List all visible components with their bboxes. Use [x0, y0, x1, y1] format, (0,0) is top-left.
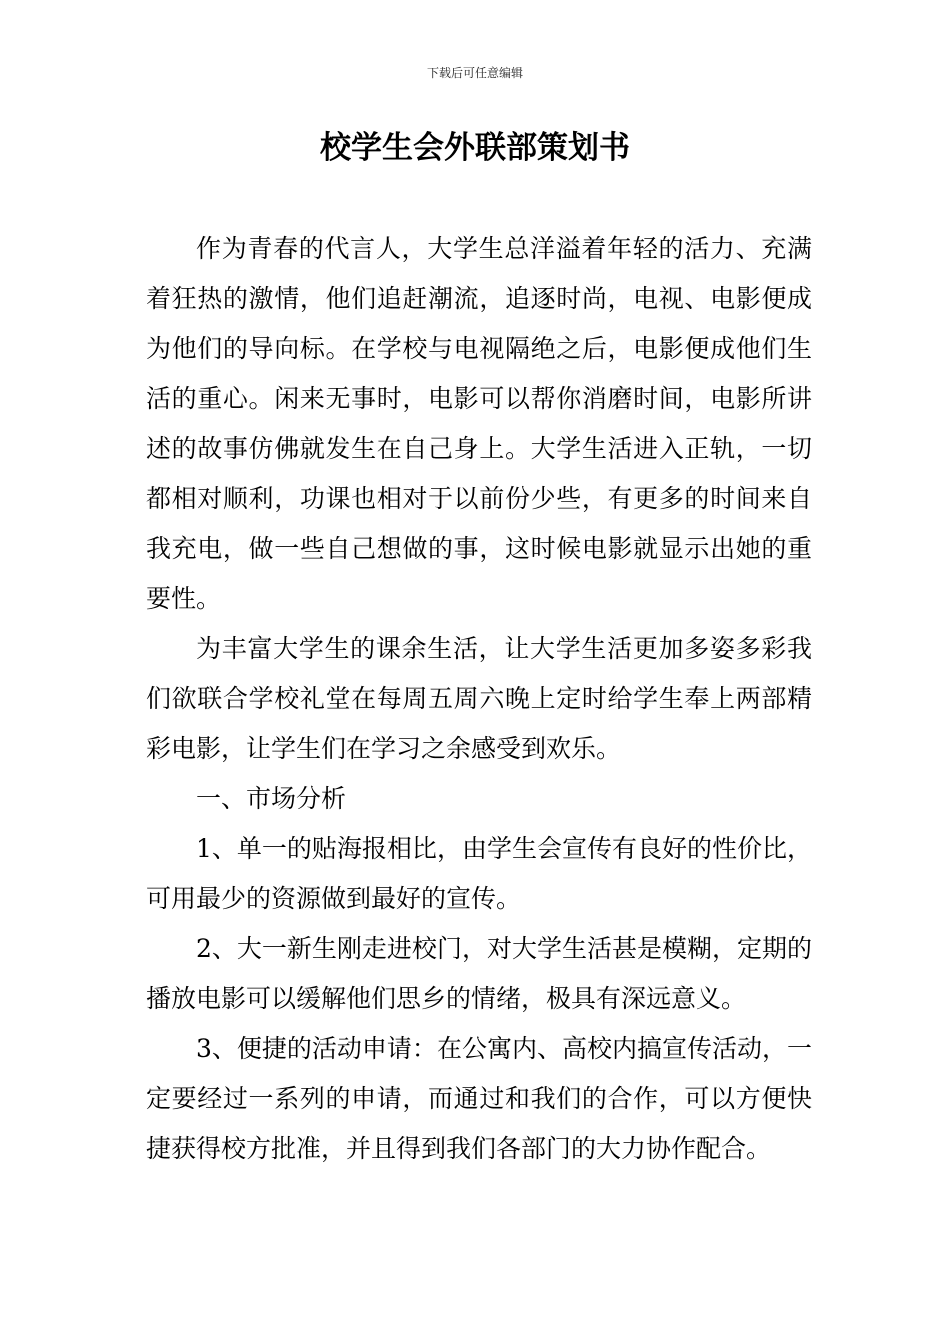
paragraph-point-2: 2、大一新生刚走进校门，对大学生活甚是模糊，定期的播放电影可以缓解他们思乡的情绪，极具有深远意义。	[146, 934, 812, 1013]
paragraph-point-3: 3、便捷的活动申请：在公寓内、高校内搞宣传活动，一定要经过一系列的申请，而通过和我们的合作，可以方便快捷获得校方批准，并且得到我们各部门的大力协作配合。	[146, 1034, 812, 1163]
paragraph-purpose: 为丰富大学生的课余生活，让大学生活更加多姿多彩我们欲联合学校礼堂在每周五周六晚上定时给学生奉上两部精彩电影，让学生们在学习之余感受到欢乐。	[146, 634, 812, 763]
section-heading-market-analysis: 一、市场分析	[196, 784, 347, 813]
document-body	[146, 224, 812, 1174]
paragraph-intro: 作为青春的代言人，大学生总洋溢着年轻的活力、充满着狂热的激情，他们追赶潮流，追逐时尚，电视、电影便成为他们的导向标。在学校与电视隔绝之后，电影便成他们生活的重心。闲来无事时，电影可以帮你消磨时间，电影所讲述的故事仿佛就发生在自己身上。大学生活进入正轨，一切都相对顺利，功课也相对于以前份少些，有更多的时间来自我充电，做一些自己想做的事，这时候电影就显示出她的重要性。	[146, 234, 812, 613]
document-title: 校学生会外联部策划书	[320, 130, 630, 166]
header-note: 下载后可任意编辑	[426, 66, 523, 80]
paragraph-point-1: 1、单一的贴海报相比，由学生会宣传有良好的性价比，可用最少的资源做到最好的宣传。	[146, 834, 812, 913]
